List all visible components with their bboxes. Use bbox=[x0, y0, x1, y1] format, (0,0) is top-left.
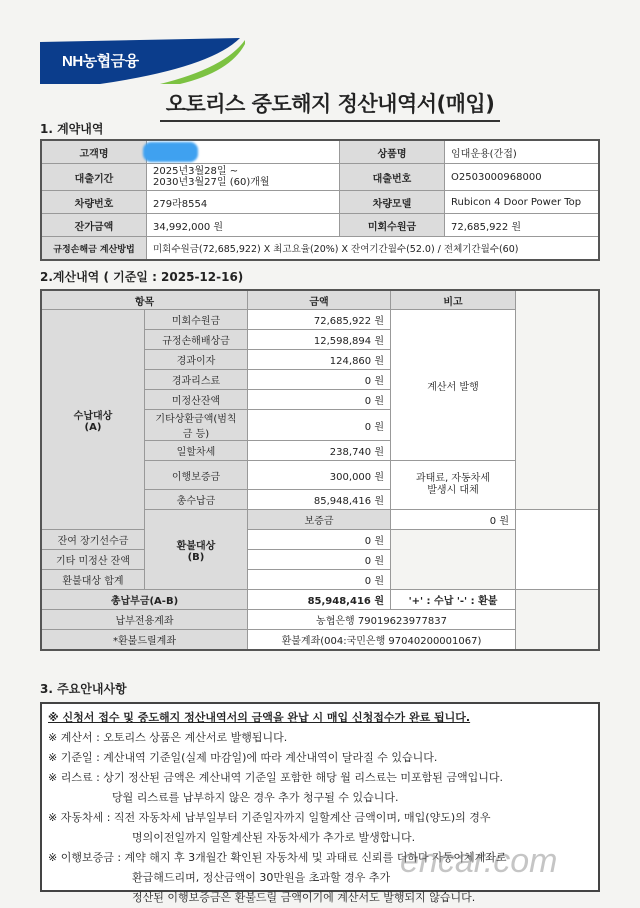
refund-group bbox=[145, 510, 248, 590]
note-line: 당월 리스료를 납부하지 않은 경우 추가 청구될 수 있습니다. bbox=[112, 791, 399, 804]
section-contract-heading: 1. 계약내역 bbox=[40, 122, 104, 136]
refund-group-title: 환불대상 bbox=[176, 540, 216, 552]
watermark: encar.com bbox=[400, 842, 558, 880]
income-group bbox=[41, 310, 145, 530]
income-amount: 12,598,894 원 bbox=[248, 330, 391, 350]
refund-total-amount: 0 원 bbox=[248, 570, 391, 590]
income-amount: 238,740 원 bbox=[248, 441, 391, 461]
note-line: ※ 기준일 : 계산내역 기준일(실제 마감일)에 따라 계산내역이 달라질 수 있습니다. bbox=[48, 751, 438, 764]
income-item: 기타상환금액(범칙금 등) bbox=[145, 410, 248, 441]
logo-text: NH농협금융 bbox=[62, 53, 139, 70]
refund-group-sub: (B) bbox=[187, 551, 205, 563]
residual-value: 34,992,000 원 bbox=[147, 214, 340, 237]
note-line: ※ 신청서 접수 및 중도해지 정산내역서의 금액을 완납 시 매입 신청접수가 완료 됩니다. bbox=[48, 711, 471, 724]
refund-item: 기타 미정산 잔액 bbox=[41, 550, 145, 570]
refund-amount: 0 원 bbox=[391, 510, 516, 530]
note-line: ※ 리스료 : 상기 정산된 금액은 계산내역 기준일 포함한 해당 월 리스료는 미포함된 금액입니다. bbox=[48, 771, 504, 784]
note-line: ※ 이행보증금 : 계약 해지 후 3개월간 확인된 자동차세 및 과태료 신뢰를 더하다 자동이체계좌로 bbox=[48, 851, 507, 864]
nh-logo bbox=[40, 38, 245, 84]
income-item: 경과이자 bbox=[145, 350, 248, 370]
refund-total-label: 환불대상 합계 bbox=[41, 570, 145, 590]
model-label: 차량모델 bbox=[340, 191, 445, 214]
contract-table bbox=[40, 139, 600, 261]
income-item: 미정산잔액 bbox=[145, 390, 248, 410]
page-title: 오토리스 중도해지 정산내역서(매입) bbox=[160, 88, 500, 122]
income-amount: 72,685,922 원 bbox=[248, 310, 391, 330]
customer-label: 고객명 bbox=[41, 140, 147, 164]
product-label: 상품명 bbox=[340, 140, 445, 164]
model-value: Rubicon 4 Door Power Top bbox=[445, 191, 600, 214]
refund-amount: 0 원 bbox=[248, 530, 391, 550]
income-group-sub: (A) bbox=[84, 421, 102, 433]
period-line2: 2030년3월27일 (60)개월 bbox=[153, 177, 270, 188]
note-line: 명의이전일까지 일할계산된 자동차세가 추가로 발생합니다. bbox=[132, 831, 416, 844]
header-item: 항목 bbox=[41, 290, 248, 310]
note-line: 환급해드리며, 정산금액이 30만원을 초과할 경우 추가 bbox=[132, 871, 391, 884]
net-total-label: 총납부금(A-B) bbox=[41, 590, 248, 610]
net-total-note: '+' : 수납 '-' : 환불 bbox=[391, 590, 516, 610]
income-note-deposit-l1: 과태료, 자동차세 bbox=[416, 473, 490, 484]
note-line: ※ 계산서 : 오토리스 상품은 계산서로 발행됩니다. bbox=[48, 731, 288, 744]
refund-item: 잔여 장기선수금 bbox=[41, 530, 145, 550]
period-label: 대출기간 bbox=[41, 164, 147, 191]
refund-account-value: 환불계좌(004:국민은행 97040200001067) bbox=[248, 630, 516, 651]
income-total-amount: 85,948,416 원 bbox=[248, 490, 391, 510]
income-group-title: 수납대상 bbox=[73, 410, 113, 422]
income-item: 미회수원금 bbox=[145, 310, 248, 330]
section-notes-heading: 3. 주요안내사항 bbox=[40, 682, 127, 696]
income-item: 일할차세 bbox=[145, 441, 248, 461]
income-note-deposit-l2: 발생시 대체 bbox=[427, 485, 479, 496]
refund-item: 보증금 bbox=[248, 510, 391, 530]
header-amount: 금액 bbox=[248, 290, 391, 310]
calc-table bbox=[40, 289, 600, 651]
income-amount: 300,000 원 bbox=[248, 461, 391, 490]
car-no-label: 차량번호 bbox=[41, 191, 147, 214]
refund-amount: 0 원 bbox=[248, 550, 391, 570]
loan-no-label: 대출번호 bbox=[340, 164, 445, 191]
income-item: 규정손해배상금 bbox=[145, 330, 248, 350]
note-line: 정산된 이행보증금은 환불드릴 금액이기에 계산서도 발행되지 않습니다. bbox=[132, 891, 476, 904]
income-note-deposit bbox=[391, 461, 516, 510]
method-value: 미회수원금(72,685,922) X 최고요율(20%) X 잔여기간월수(52.0) / 전체기간월수(60) bbox=[147, 237, 600, 261]
note-line: ※ 자동차세 : 직전 자동차세 납부일부터 기준일자까지 일할계산 금액이며, 매입(양도)의 경우 bbox=[48, 811, 491, 824]
income-amount: 0 원 bbox=[248, 390, 391, 410]
account-value: 농협은행 79019623977837 bbox=[248, 610, 516, 630]
section-calc-heading: 2.계산내역 ( 기준일 : 2025-12-16) bbox=[40, 270, 244, 284]
account-label: 납부전용계좌 bbox=[41, 610, 248, 630]
car-no-value: 279라8554 bbox=[147, 191, 340, 214]
unpaid-label: 미회수원금 bbox=[340, 214, 445, 237]
income-note-invoice: 계산서 발행 bbox=[391, 310, 516, 461]
loan-no-value: O2503000968000 bbox=[445, 164, 600, 191]
refund-note bbox=[516, 510, 600, 590]
period-line1: 2025년3월28일 ~ bbox=[153, 166, 239, 177]
income-amount: 0 원 bbox=[248, 370, 391, 390]
refund-account-label: *환불드릴계좌 bbox=[41, 630, 248, 651]
income-amount: 124,860 원 bbox=[248, 350, 391, 370]
product-value: 임대운용(간접) bbox=[445, 140, 600, 164]
residual-label: 잔가금액 bbox=[41, 214, 147, 237]
redaction-mark bbox=[143, 142, 198, 162]
income-item: 경과리스료 bbox=[145, 370, 248, 390]
income-amount: 0 원 bbox=[248, 410, 391, 441]
header-note: 비고 bbox=[391, 290, 516, 310]
period-value bbox=[147, 164, 340, 191]
method-label: 규정손해금 계산방법 bbox=[41, 237, 147, 261]
income-total-label: 총수납금 bbox=[145, 490, 248, 510]
income-item: 이행보증금 bbox=[145, 461, 248, 490]
unpaid-value: 72,685,922 원 bbox=[445, 214, 600, 237]
net-total-amount: 85,948,416 원 bbox=[248, 590, 391, 610]
